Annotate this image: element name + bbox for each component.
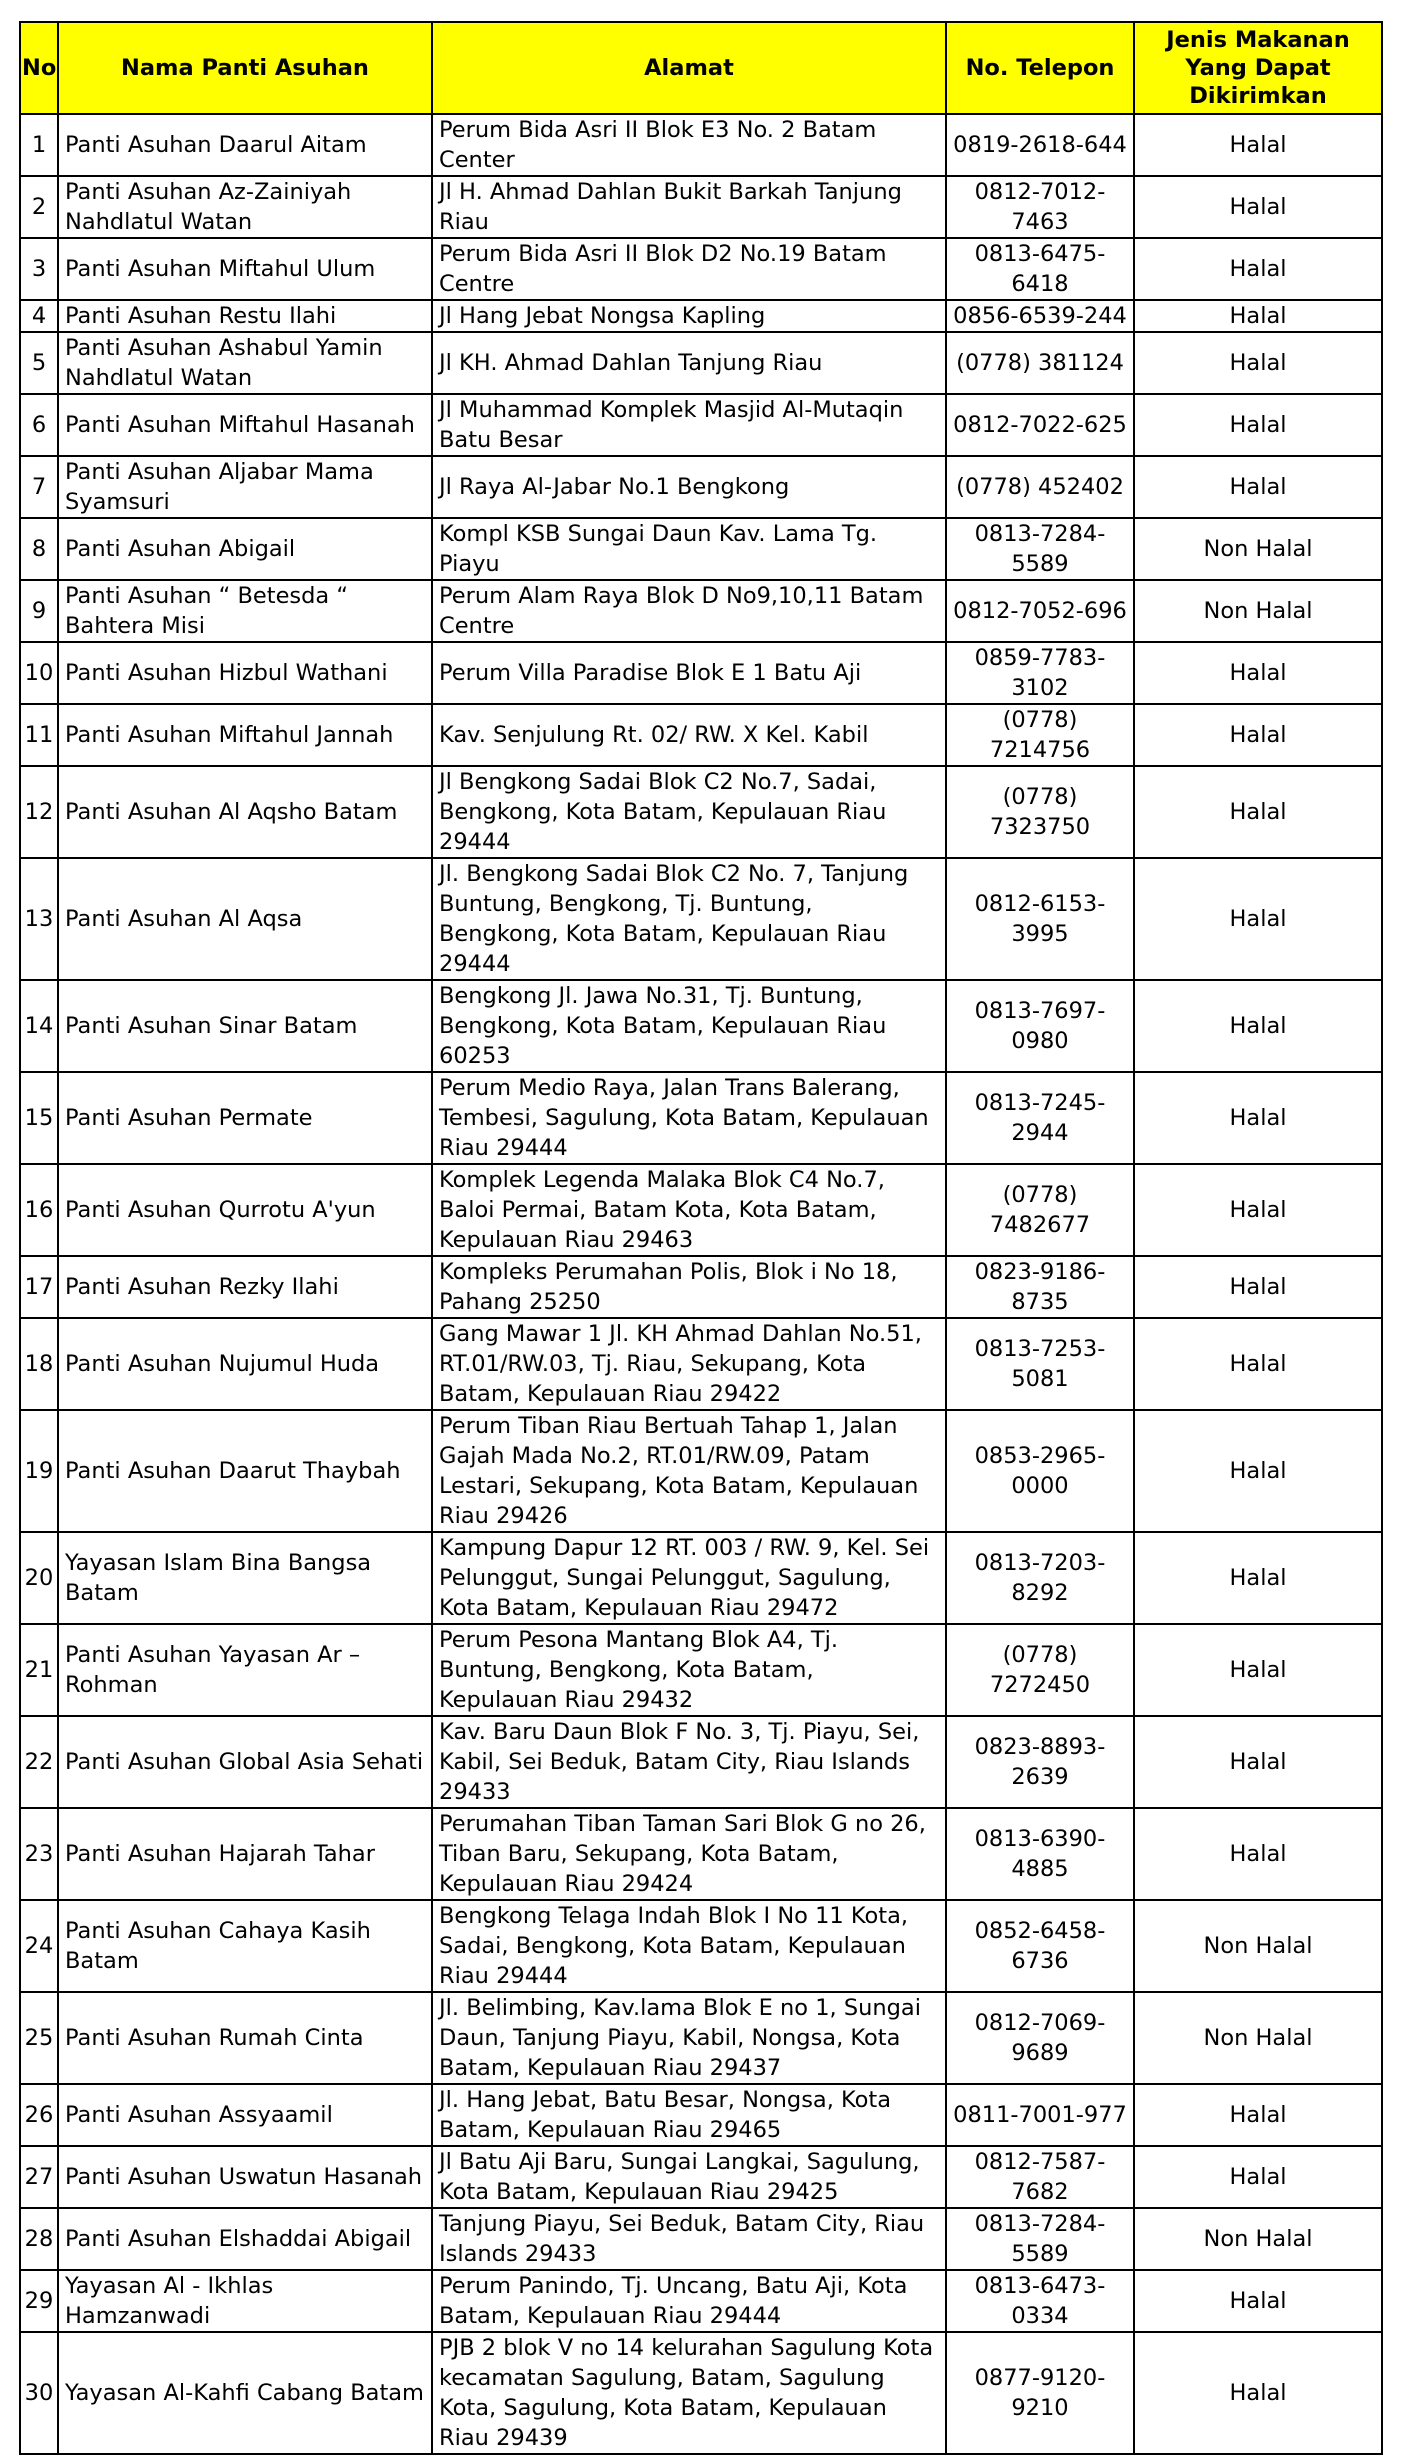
table-row (20, 1072, 1382, 1164)
cell-nama: Panti Asuhan Sinar Batam (58, 980, 432, 1072)
cell-jenis: Halal (1134, 1164, 1382, 1256)
header-telepon: No. Telepon (946, 22, 1134, 114)
cell-no: 28 (20, 2208, 58, 2270)
table-row (20, 2146, 1382, 2208)
cell-jenis: Halal (1134, 456, 1382, 518)
table-row (20, 1900, 1382, 1992)
cell-nama: Panti Asuhan Cahaya Kasih Batam (58, 1900, 432, 1992)
cell-jenis: Halal (1134, 1532, 1382, 1624)
cell-jenis: Halal (1134, 300, 1382, 332)
cell-alamat: Kav. Senjulung Rt. 02/ RW. X Kel. Kabil (432, 704, 946, 766)
cell-nama: Panti Asuhan Qurrotu A'yun (58, 1164, 432, 1256)
cell-nama: Panti Asuhan Abigail (58, 518, 432, 580)
header-nama: Nama Panti Asuhan (58, 22, 432, 114)
cell-nama: Panti Asuhan Daarut Thaybah (58, 1410, 432, 1532)
cell-nama: Panti Asuhan Hizbul Wathani (58, 642, 432, 704)
cell-telepon: 0812-7069-9689 (946, 1992, 1134, 2084)
cell-alamat: Komplek Legenda Malaka Blok C4 No.7, Baloi Permai, Batam Kota, Kota Batam, Kepulauan Riau 29463 (432, 1164, 946, 1256)
cell-no: 19 (20, 1410, 58, 1532)
cell-jenis: Halal (1134, 1072, 1382, 1164)
table-row (20, 1410, 1382, 1532)
cell-jenis: Non Halal (1134, 1992, 1382, 2084)
cell-alamat: Kompleks Perumahan Polis, Blok i No 18, Pahang 25250 (432, 1256, 946, 1318)
cell-telepon: (0778) 7214756 (946, 704, 1134, 766)
cell-alamat: Jl KH. Ahmad Dahlan Tanjung Riau (432, 332, 946, 394)
cell-nama: Panti Asuhan Al Aqsho Batam (58, 766, 432, 858)
cell-nama: Yayasan Al - Ikhlas Hamzanwadi (58, 2270, 432, 2332)
table-row (20, 858, 1382, 980)
cell-telepon: 0813-6475-6418 (946, 238, 1134, 300)
cell-jenis: Halal (1134, 642, 1382, 704)
cell-no: 8 (20, 518, 58, 580)
table-row (20, 518, 1382, 580)
cell-alamat: Jl Bengkong Sadai Blok C2 No.7, Sadai, Bengkong, Kota Batam, Kepulauan Riau 29444 (432, 766, 946, 858)
cell-telepon: 0813-7253-5081 (946, 1318, 1134, 1410)
cell-telepon: (0778) 7482677 (946, 1164, 1134, 1256)
cell-jenis: Halal (1134, 238, 1382, 300)
cell-jenis: Halal (1134, 1624, 1382, 1716)
cell-telepon: 0853-2965-0000 (946, 1410, 1134, 1532)
cell-jenis: Non Halal (1134, 1900, 1382, 1992)
cell-nama: Panti Asuhan Rumah Cinta (58, 1992, 432, 2084)
cell-jenis: Halal (1134, 2146, 1382, 2208)
cell-jenis: Halal (1134, 1716, 1382, 1808)
cell-alamat: Kompl KSB Sungai Daun Kav. Lama Tg. Piayu (432, 518, 946, 580)
cell-no: 15 (20, 1072, 58, 1164)
table-row (20, 456, 1382, 518)
table-row (20, 1716, 1382, 1808)
cell-no: 26 (20, 2084, 58, 2146)
cell-telepon: 0823-8893-2639 (946, 1716, 1134, 1808)
cell-alamat: Jl. Hang Jebat, Batu Besar, Nongsa, Kota Batam, Kepulauan Riau 29465 (432, 2084, 946, 2146)
table-row (20, 642, 1382, 704)
cell-telepon: 0813-7697-0980 (946, 980, 1134, 1072)
table-row (20, 980, 1382, 1072)
cell-alamat: Kav. Baru Daun Blok F No. 3, Tj. Piayu, Sei, Kabil, Sei Beduk, Batam City, Riau Islands 29433 (432, 1716, 946, 1808)
cell-alamat: Perumahan Tiban Taman Sari Blok G no 26, Tiban Baru, Sekupang, Kota Batam, Kepulauan Riau 29424 (432, 1808, 946, 1900)
cell-telepon: 0812-6153-3995 (946, 858, 1134, 980)
cell-telepon: (0778) 381124 (946, 332, 1134, 394)
table-row (20, 332, 1382, 394)
table-row (20, 766, 1382, 858)
cell-no: 18 (20, 1318, 58, 1410)
table-row (20, 2270, 1382, 2332)
cell-alamat: Jl Hang Jebat Nongsa Kapling (432, 300, 946, 332)
cell-no: 5 (20, 332, 58, 394)
cell-no: 3 (20, 238, 58, 300)
cell-no: 21 (20, 1624, 58, 1716)
table-row (20, 1532, 1382, 1624)
cell-no: 16 (20, 1164, 58, 1256)
cell-telepon: 0813-6473-0334 (946, 2270, 1134, 2332)
cell-alamat: PJB 2 blok V no 14 kelurahan Sagulung Kota kecamatan Sagulung, Batam, Sagulung Kota, Sagulung, Kota Batam, Kepulauan Riau 29439 (432, 2332, 946, 2454)
cell-no: 20 (20, 1532, 58, 1624)
cell-telepon: 0812-7022-625 (946, 394, 1134, 456)
cell-telepon: 0819-2618-644 (946, 114, 1134, 176)
cell-no: 29 (20, 2270, 58, 2332)
cell-alamat: Jl H. Ahmad Dahlan Bukit Barkah Tanjung Riau (432, 176, 946, 238)
cell-jenis: Halal (1134, 114, 1382, 176)
header-row (20, 22, 1382, 114)
cell-telepon: 0813-7245-2944 (946, 1072, 1134, 1164)
table-row (20, 394, 1382, 456)
cell-no: 13 (20, 858, 58, 980)
cell-jenis: Non Halal (1134, 2208, 1382, 2270)
table-row (20, 176, 1382, 238)
cell-telepon: 0812-7587-7682 (946, 2146, 1134, 2208)
cell-telepon: 0852-6458-6736 (946, 1900, 1134, 1992)
cell-nama: Panti Asuhan Hajarah Tahar (58, 1808, 432, 1900)
cell-alamat: Jl Batu Aji Baru, Sungai Langkai, Sagulung, Kota Batam, Kepulauan Riau 29425 (432, 2146, 946, 2208)
cell-alamat: Bengkong Telaga Indah Blok I No 11 Kota, Sadai, Bengkong, Kota Batam, Kepulauan Riau 29444 (432, 1900, 946, 1992)
cell-telepon: 0859-7783-3102 (946, 642, 1134, 704)
table-row (20, 1992, 1382, 2084)
cell-nama: Panti Asuhan Elshaddai Abigail (58, 2208, 432, 2270)
table-row (20, 1624, 1382, 1716)
cell-alamat: Gang Mawar 1 Jl. KH Ahmad Dahlan No.51, RT.01/RW.03, Tj. Riau, Sekupang, Kota Batam, Kepulauan Riau 29422 (432, 1318, 946, 1410)
cell-nama: Panti Asuhan Permate (58, 1072, 432, 1164)
cell-no: 11 (20, 704, 58, 766)
cell-nama: Panti Asuhan Rezky Ilahi (58, 1256, 432, 1318)
table-row (20, 2332, 1382, 2454)
cell-jenis: Halal (1134, 1318, 1382, 1410)
cell-jenis: Halal (1134, 176, 1382, 238)
cell-jenis: Halal (1134, 1256, 1382, 1318)
cell-telepon: (0778) 7272450 (946, 1624, 1134, 1716)
cell-no: 23 (20, 1808, 58, 1900)
cell-telepon: (0778) 7323750 (946, 766, 1134, 858)
cell-telepon: 0813-7284-5589 (946, 2208, 1134, 2270)
cell-alamat: Perum Villa Paradise Blok E 1 Batu Aji (432, 642, 946, 704)
cell-jenis: Non Halal (1134, 580, 1382, 642)
header-jenis: Jenis Makanan Yang Dapat Dikirimkan (1134, 22, 1382, 114)
cell-telepon: 0812-7052-696 (946, 580, 1134, 642)
cell-jenis: Halal (1134, 1410, 1382, 1532)
cell-nama: Panti Asuhan Nujumul Huda (58, 1318, 432, 1410)
header-no: No (20, 22, 58, 114)
cell-no: 27 (20, 2146, 58, 2208)
table-body (20, 114, 1382, 2454)
cell-nama: Panti Asuhan Ashabul Yamin Nahdlatul Watan (58, 332, 432, 394)
cell-telepon: 0811-7001-977 (946, 2084, 1134, 2146)
cell-nama: Panti Asuhan Assyaamil (58, 2084, 432, 2146)
cell-no: 14 (20, 980, 58, 1072)
table-row (20, 704, 1382, 766)
cell-jenis: Halal (1134, 332, 1382, 394)
cell-no: 25 (20, 1992, 58, 2084)
cell-no: 6 (20, 394, 58, 456)
cell-nama: Yayasan Islam Bina Bangsa Batam (58, 1532, 432, 1624)
cell-no: 1 (20, 114, 58, 176)
cell-nama: Panti Asuhan “ Betesda “ Bahtera Misi (58, 580, 432, 642)
cell-alamat: Perum Bida Asri II Blok D2 No.19 Batam Centre (432, 238, 946, 300)
cell-nama: Yayasan Al-Kahfi Cabang Batam (58, 2332, 432, 2454)
cell-no: 12 (20, 766, 58, 858)
cell-nama: Panti Asuhan Miftahul Jannah (58, 704, 432, 766)
cell-no: 30 (20, 2332, 58, 2454)
cell-alamat: Perum Bida Asri II Blok E3 No. 2 Batam Center (432, 114, 946, 176)
cell-nama: Panti Asuhan Al Aqsa (58, 858, 432, 980)
cell-nama: Panti Asuhan Daarul Aitam (58, 114, 432, 176)
table-row (20, 238, 1382, 300)
cell-alamat: Perum Tiban Riau Bertuah Tahap 1, Jalan Gajah Mada No.2, RT.01/RW.09, Patam Lestari, Sekupang, Kota Batam, Kepulauan Riau 29426 (432, 1410, 946, 1532)
cell-jenis: Non Halal (1134, 518, 1382, 580)
cell-alamat: Perum Alam Raya Blok D No9,10,11 Batam Centre (432, 580, 946, 642)
table-row (20, 1808, 1382, 1900)
cell-telepon: 0812-7012-7463 (946, 176, 1134, 238)
cell-alamat: Bengkong Jl. Jawa No.31, Tj. Buntung, Bengkong, Kota Batam, Kepulauan Riau 60253 (432, 980, 946, 1072)
cell-no: 17 (20, 1256, 58, 1318)
cell-telepon: 0813-7203-8292 (946, 1532, 1134, 1624)
cell-nama: Panti Asuhan Restu Ilahi (58, 300, 432, 332)
cell-no: 4 (20, 300, 58, 332)
cell-no: 7 (20, 456, 58, 518)
orphanage-table (19, 21, 1383, 2455)
cell-alamat: Tanjung Piayu, Sei Beduk, Batam City, Riau Islands 29433 (432, 2208, 946, 2270)
cell-jenis: Halal (1134, 394, 1382, 456)
cell-alamat: Jl. Belimbing, Kav.lama Blok E no 1, Sungai Daun, Tanjung Piayu, Kabil, Nongsa, Kota Batam, Kepulauan Riau 29437 (432, 1992, 946, 2084)
cell-no: 22 (20, 1716, 58, 1808)
cell-telepon: 0877-9120-9210 (946, 2332, 1134, 2454)
table-row (20, 1256, 1382, 1318)
cell-jenis: Halal (1134, 858, 1382, 980)
cell-nama: Panti Asuhan Uswatun Hasanah (58, 2146, 432, 2208)
cell-jenis: Halal (1134, 980, 1382, 1072)
cell-telepon: 0823-9186-8735 (946, 1256, 1134, 1318)
cell-alamat: Kampung Dapur 12 RT. 003 / RW. 9, Kel. Sei Pelunggut, Sungai Pelunggut, Sagulung, Kota Batam, Kepulauan Riau 29472 (432, 1532, 946, 1624)
table-row (20, 1318, 1382, 1410)
cell-telepon: 0813-6390-4885 (946, 1808, 1134, 1900)
cell-no: 2 (20, 176, 58, 238)
table-row (20, 1164, 1382, 1256)
table-row (20, 580, 1382, 642)
cell-alamat: Jl Raya Al-Jabar No.1 Bengkong (432, 456, 946, 518)
cell-jenis: Halal (1134, 1808, 1382, 1900)
cell-nama: Panti Asuhan Aljabar Mama Syamsuri (58, 456, 432, 518)
cell-telepon: 0856-6539-244 (946, 300, 1134, 332)
cell-jenis: Halal (1134, 2084, 1382, 2146)
cell-nama: Panti Asuhan Global Asia Sehati (58, 1716, 432, 1808)
table-row (20, 114, 1382, 176)
cell-nama: Panti Asuhan Miftahul Hasanah (58, 394, 432, 456)
cell-alamat: Jl. Bengkong Sadai Blok C2 No. 7, Tanjung Buntung, Bengkong, Tj. Buntung, Bengkong, Kota Batam, Kepulauan Riau 29444 (432, 858, 946, 980)
table-row (20, 2208, 1382, 2270)
cell-nama: Panti Asuhan Az-Zainiyah Nahdlatul Watan (58, 176, 432, 238)
cell-no: 10 (20, 642, 58, 704)
cell-no: 9 (20, 580, 58, 642)
cell-telepon: (0778) 452402 (946, 456, 1134, 518)
table-row (20, 2084, 1382, 2146)
cell-alamat: Perum Pesona Mantang Blok A4, Tj. Buntung, Bengkong, Kota Batam, Kepulauan Riau 29432 (432, 1624, 946, 1716)
cell-jenis: Halal (1134, 2270, 1382, 2332)
cell-alamat: Perum Medio Raya, Jalan Trans Balerang, Tembesi, Sagulung, Kota Batam, Kepulauan Riau 29444 (432, 1072, 946, 1164)
cell-alamat: Jl Muhammad Komplek Masjid Al-Mutaqin Batu Besar (432, 394, 946, 456)
cell-jenis: Halal (1134, 704, 1382, 766)
cell-alamat: Perum Panindo, Tj. Uncang, Batu Aji, Kota Batam, Kepulauan Riau 29444 (432, 2270, 946, 2332)
cell-jenis: Halal (1134, 2332, 1382, 2454)
table-row (20, 300, 1382, 332)
cell-no: 24 (20, 1900, 58, 1992)
cell-nama: Panti Asuhan Miftahul Ulum (58, 238, 432, 300)
cell-nama: Panti Asuhan Yayasan Ar – Rohman (58, 1624, 432, 1716)
header-alamat: Alamat (432, 22, 946, 114)
cell-telepon: 0813-7284-5589 (946, 518, 1134, 580)
cell-jenis: Halal (1134, 766, 1382, 858)
